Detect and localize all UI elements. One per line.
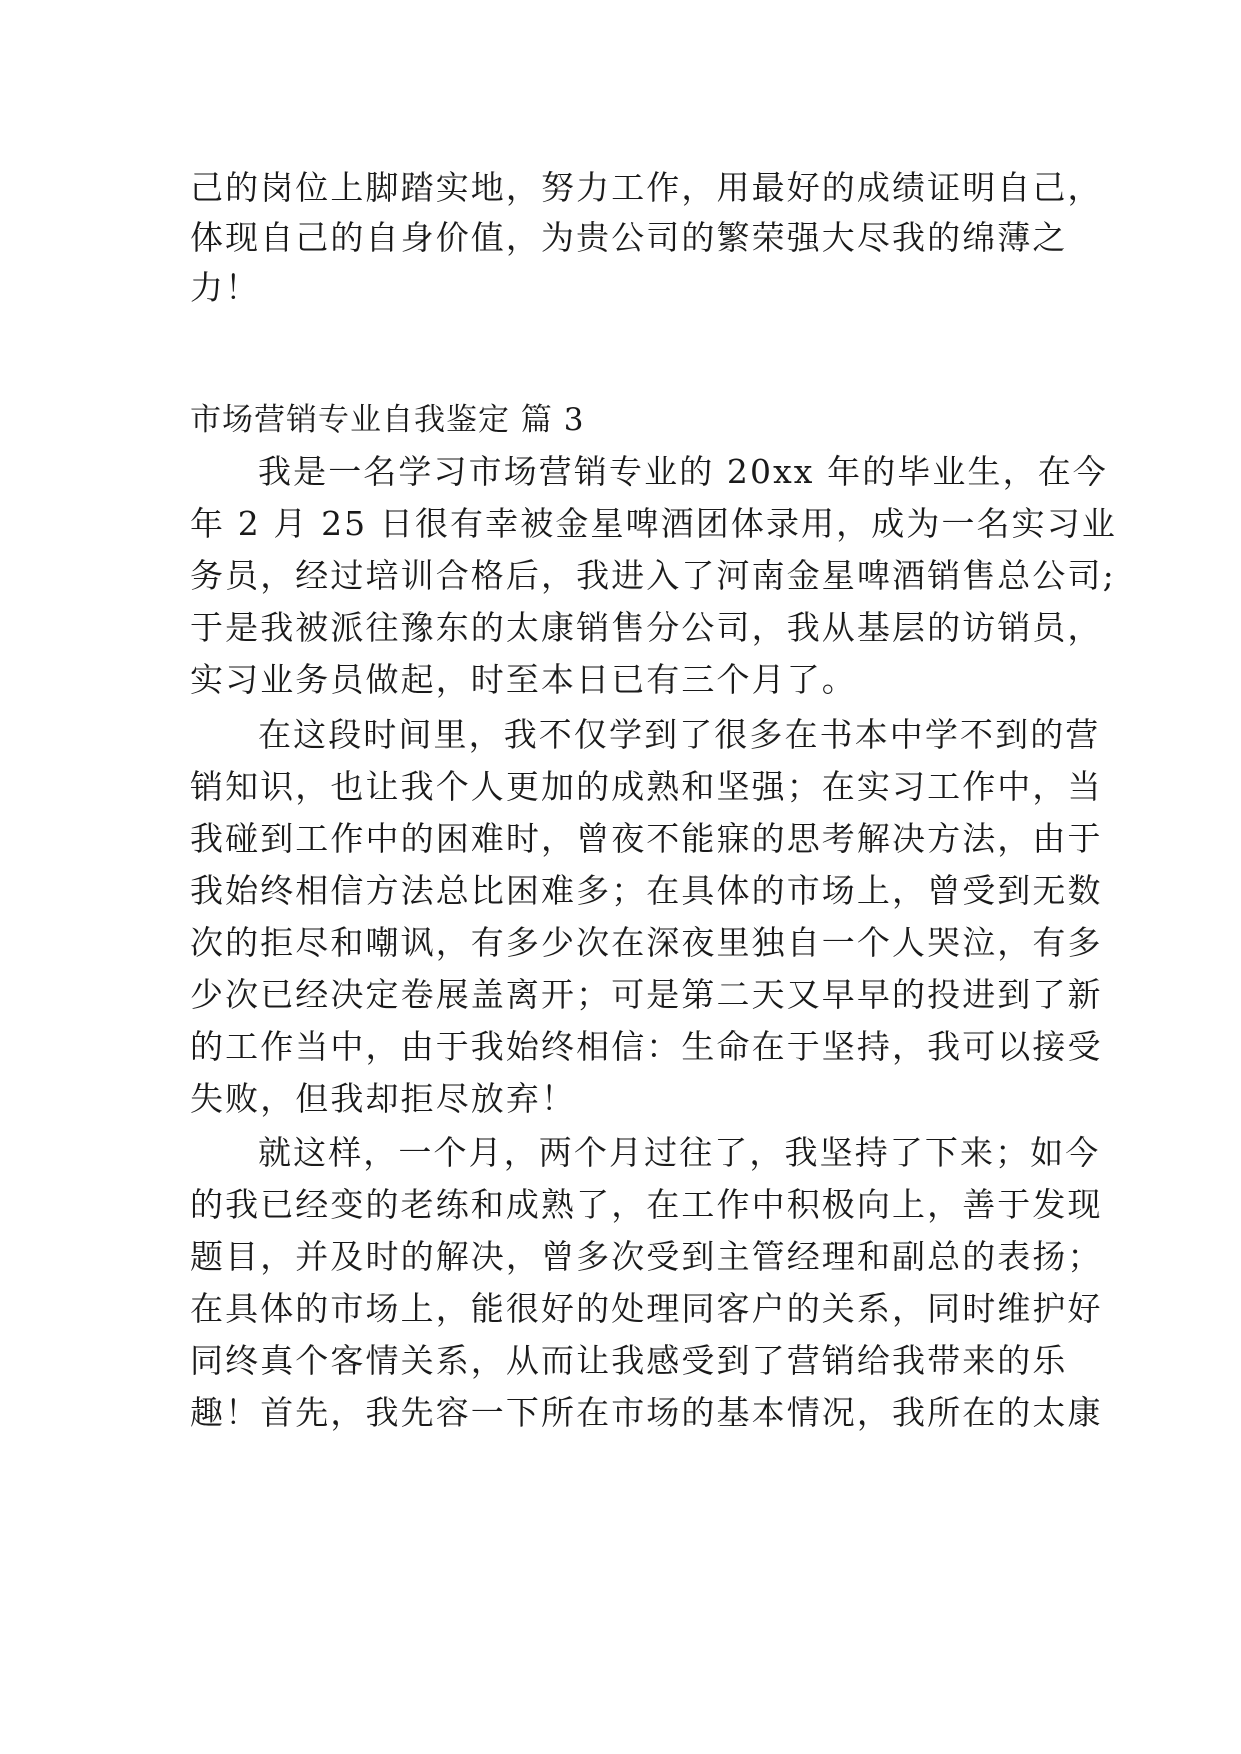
paragraph-3-line-1: 就这样，一个月，两个月过往了，我坚持了下来；如今: [258, 1133, 1101, 1172]
continuation-line-2: 体现自己的自身价值，为贵公司的繁荣强大尽我的绵薄之: [190, 218, 1068, 257]
paragraph-3-line-4: 在具体的市场上，能很好的处理同客户的关系，同时维护好: [190, 1289, 1103, 1328]
section-heading: 市场营销专业自我鉴定 篇 3: [190, 402, 585, 438]
paragraph-2-line-3: 我碰到工作中的困难时，曾夜不能寐的思考解决方法，由于: [190, 819, 1103, 858]
paragraph-2-line-4: 我始终相信方法总比困难多；在具体的市场上，曾受到无数: [190, 871, 1103, 910]
paragraph-3-line-2: 的我已经变的老练和成熟了，在工作中积极向上，善于发现: [190, 1185, 1103, 1224]
paragraph-3-line-5: 同终真个客情关系，从而让我感受到了营销给我带来的乐: [190, 1341, 1068, 1380]
paragraph-2-line-6: 少次已经决定卷展盖离开；可是第二天又早早的投进到了新: [190, 975, 1103, 1014]
paragraph-2-line-8: 失败，但我却拒尽放弃！: [190, 1079, 577, 1118]
paragraph-2-line-1: 在这段时间里，我不仅学到了很多在书本中学不到的营: [258, 715, 1101, 754]
paragraph-1-line-1: 我是一名学习市场营销专业的 20xx 年的毕业生，在今: [258, 452, 1108, 491]
continuation-line-3: 力！: [190, 268, 261, 307]
paragraph-2-line-7: 的工作当中，由于我始终相信：生命在于坚持，我可以接受: [190, 1027, 1103, 1066]
paragraph-1-line-2: 年 2 月 25 日很有幸被金星啤酒团体录用，成为一名实习业: [190, 504, 1117, 543]
paragraph-2-line-5: 次的拒尽和嘲讽，有多少次在深夜里独自一个人哭泣，有多: [190, 923, 1103, 962]
continuation-line-1: 己的岗位上脚踏实地，努力工作，用最好的成绩证明自己，: [190, 168, 1103, 207]
paragraph-3-line-3: 题目，并及时的解决，曾多次受到主管经理和副总的表扬；: [190, 1237, 1103, 1276]
paragraph-2-line-2: 销知识，也让我个人更加的成熟和坚强；在实习工作中，当: [190, 767, 1103, 806]
paragraph-3-line-6: 趣！首先，我先容一下所在市场的基本情况，我所在的太康: [190, 1393, 1103, 1432]
paragraph-1-line-3: 务员，经过培训合格后，我进入了河南金星啤酒销售总公司;: [190, 556, 1116, 595]
paragraph-1-line-5: 实习业务员做起，时至本日已有三个月了。: [190, 660, 857, 699]
paragraph-1-line-4: 于是我被派往豫东的太康销售分公司，我从基层的访销员，: [190, 608, 1103, 647]
